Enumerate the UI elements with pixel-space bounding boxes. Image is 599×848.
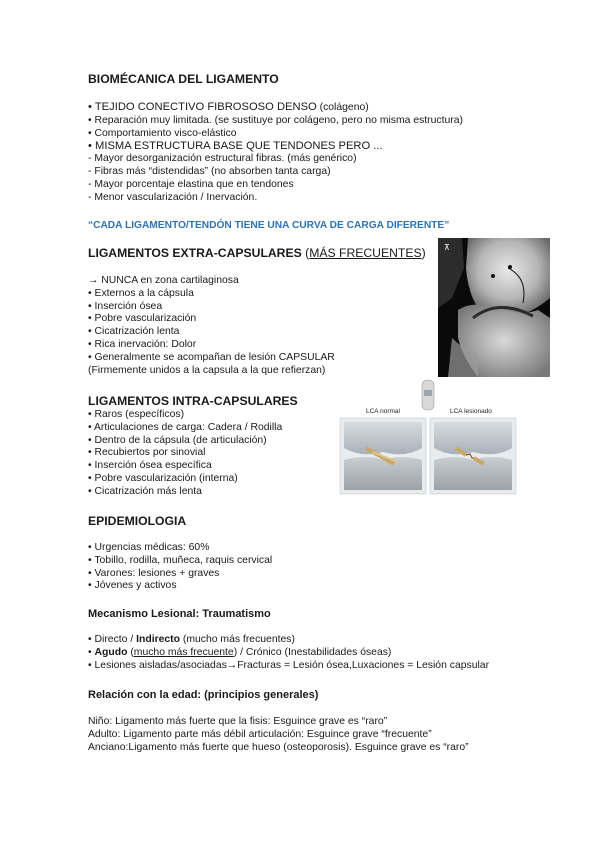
- list-item: - Mayor porcentaje elastina que en tendones: [88, 178, 294, 190]
- list-item: - Mayor desorganización estructural fibras. (más genérico): [88, 153, 357, 165]
- list-item: Niño: Ligamento más fuerte que la fisis: Esguince grave es “raro”: [88, 716, 388, 727]
- list-item: → NUNCA en zona cartilaginosa: [88, 275, 239, 286]
- list-item: • Generalmente se acompañan de lesión CAPSULAR: [88, 351, 335, 363]
- list-item: • Reparación muy limitada. (se sustituye por colágeno, pero no misma estructura): [88, 114, 463, 126]
- list-item: • Externos a la cápsula: [88, 287, 194, 299]
- list-item: • Jóvenes y activos: [88, 580, 177, 592]
- list-item: • Lesiones aisladas/asociadas→Fracturas = Lesión ósea,Luxaciones = Lesión capsular: [88, 659, 490, 671]
- list-item: • Directo / Indirecto (mucho más frecuentes): [88, 634, 295, 645]
- intra-capsulares-list: [88, 409, 282, 499]
- list-item: • Articulaciones de carga: Cadera / Rodilla: [88, 421, 283, 433]
- section-heading-extra-capsulares: LIGAMENTOS EXTRA-CAPSULARES (MÁS FRECUENTES): [88, 246, 426, 260]
- list-item: - Menor vascularización / Inervación.: [88, 191, 258, 203]
- svg-text:⊼: ⊼: [444, 243, 450, 252]
- mecanismo-list: [88, 634, 489, 672]
- epidemiologia-list: [88, 542, 272, 593]
- section-heading-edad: Relación con la edad: (principios generales): [88, 689, 319, 701]
- list-item: • TEJIDO CONECTIVO FIBROSOSO DENSO (colágeno): [88, 101, 369, 113]
- list-item: • Varones: lesiones + graves: [88, 567, 220, 579]
- list-item: • Urgencias médicas: 60%: [88, 542, 210, 553]
- lca-lesionado-label: LCA lesionado: [450, 408, 492, 415]
- section-heading-epidemiologia: EPIDEMIOLOGIA: [88, 514, 187, 528]
- list-item: • Pobre vascularización: [88, 313, 197, 325]
- biomecanica-list: [88, 101, 463, 204]
- list-item: • MISMA ESTRUCTURA BASE QUE TENDONES PERO ...: [88, 140, 383, 153]
- list-item: • Cicatrización más lenta: [88, 485, 202, 497]
- lca-normal-label: LCA normal: [366, 408, 400, 415]
- list-item: • Inserción ósea específica: [88, 460, 212, 472]
- list-item: • Raros (específicos): [88, 409, 185, 420]
- list-item: (Firmemente unidos a la capsula a la que refierzan): [88, 364, 326, 376]
- list-item: • Comportamiento visco-elástico: [88, 127, 237, 139]
- list-item: Adulto: Ligamento parte más débil articulación: Esguince grave “frecuente”: [88, 728, 432, 740]
- section-heading-biomecanica: BIOMÉCANICA DEL LIGAMENTO: [88, 72, 279, 86]
- section-heading-intra-capsulares: LIGAMENTOS INTRA-CAPSULARES: [88, 394, 298, 408]
- list-item: • Pobre vascularización (interna): [88, 472, 238, 484]
- ankle-xray-drawing: [438, 238, 550, 377]
- list-item: • Recubiertos por sinovial: [88, 447, 206, 459]
- lca-knee-illustration: [336, 378, 520, 496]
- list-item: • Dentro de la cápsula (de articulación): [88, 434, 267, 446]
- list-item: • Tobillo, rodilla, muñeca, raquis cervical: [88, 554, 273, 566]
- extra-capsulares-list: [88, 275, 335, 377]
- list-item: • Cicatrización lenta: [88, 326, 180, 338]
- ankle-xray-image: [438, 238, 550, 377]
- list-item: - Fibras más “distendidas” (no absorben tanta carga): [88, 165, 331, 177]
- edad-list: [88, 716, 469, 754]
- section-heading-mecanismo: Mecanismo Lesional: Traumatismo: [88, 608, 271, 620]
- list-item: • Agudo (mucho más frecuente) / Crónico (Inestabilidades óseas): [88, 646, 392, 658]
- list-item: • Rica inervación: Dolor: [88, 338, 197, 350]
- load-curve-quote: “CADA LIGAMENTO/TENDÓN TIENE UNA CURVA DE CARGA DIFERENTE”: [88, 220, 450, 231]
- lca-knee-drawing: [336, 378, 520, 496]
- list-item: Anciano:Ligamento más fuerte que hueso (osteoporosis). Esguince grave es “raro”: [88, 741, 469, 753]
- list-item: • Inserción ósea: [88, 300, 163, 312]
